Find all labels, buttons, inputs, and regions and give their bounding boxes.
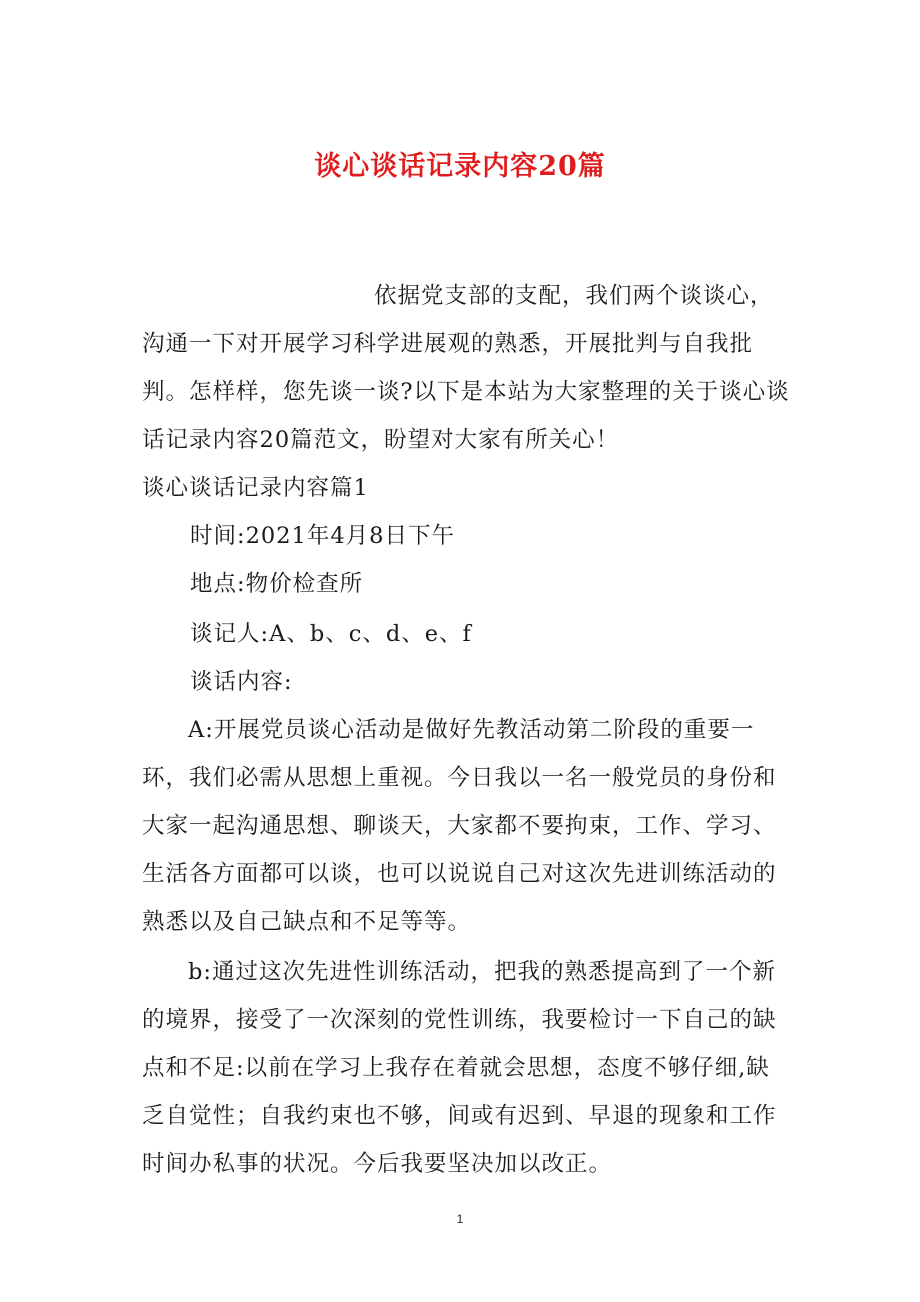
intro-paragraph: 依据党支部的支配，我们两个谈谈心，沟通一下对开展学习科学进展观的熟悉，开展批判与自我批判。怎样样，您先谈一谈?以下是本站为大家整理的关于谈心谈话记录内容20篇范文，盼望对大家有所关心！	[142, 283, 790, 453]
paragraph-b: b:通过这次先进性训练活动，把我的熟悉提高到了一个新的境界，接受了一次深刻的党性训练，我要检讨一下自己的缺点和不足:以前在学习上我存在着就会思想，态度不够仔细,缺乏自觉性；自我约束也不够，间或有迟到、早退的现象和工作时间办私事的状况。今后我要坚决加以改正。	[142, 959, 777, 1177]
meta-content-label: 谈话内容:	[190, 669, 293, 695]
section-heading: 谈心谈话记录内容篇1	[142, 475, 369, 501]
page-number: 1	[456, 1212, 464, 1226]
meta-people: 谈记人:A、b、c、d、e、f	[190, 621, 472, 647]
meta-time: 时间:2021年4月8日下午	[190, 523, 455, 549]
meta-place: 地点:物价检查所	[190, 571, 364, 597]
document-title: 谈心谈话记录内容20篇	[314, 151, 606, 182]
paragraph-a: A:开展党员谈心活动是做好先教活动第二阶段的重要一环，我们必需从思想上重视。今日我以一名一般党员的身份和大家一起沟通思想、聊谈天，大家都不要拘束，工作、学习、生活各方面都可以谈，也可以说说自己对这次先进训练活动的熟悉以及自己缺点和不足等等。	[142, 717, 777, 935]
